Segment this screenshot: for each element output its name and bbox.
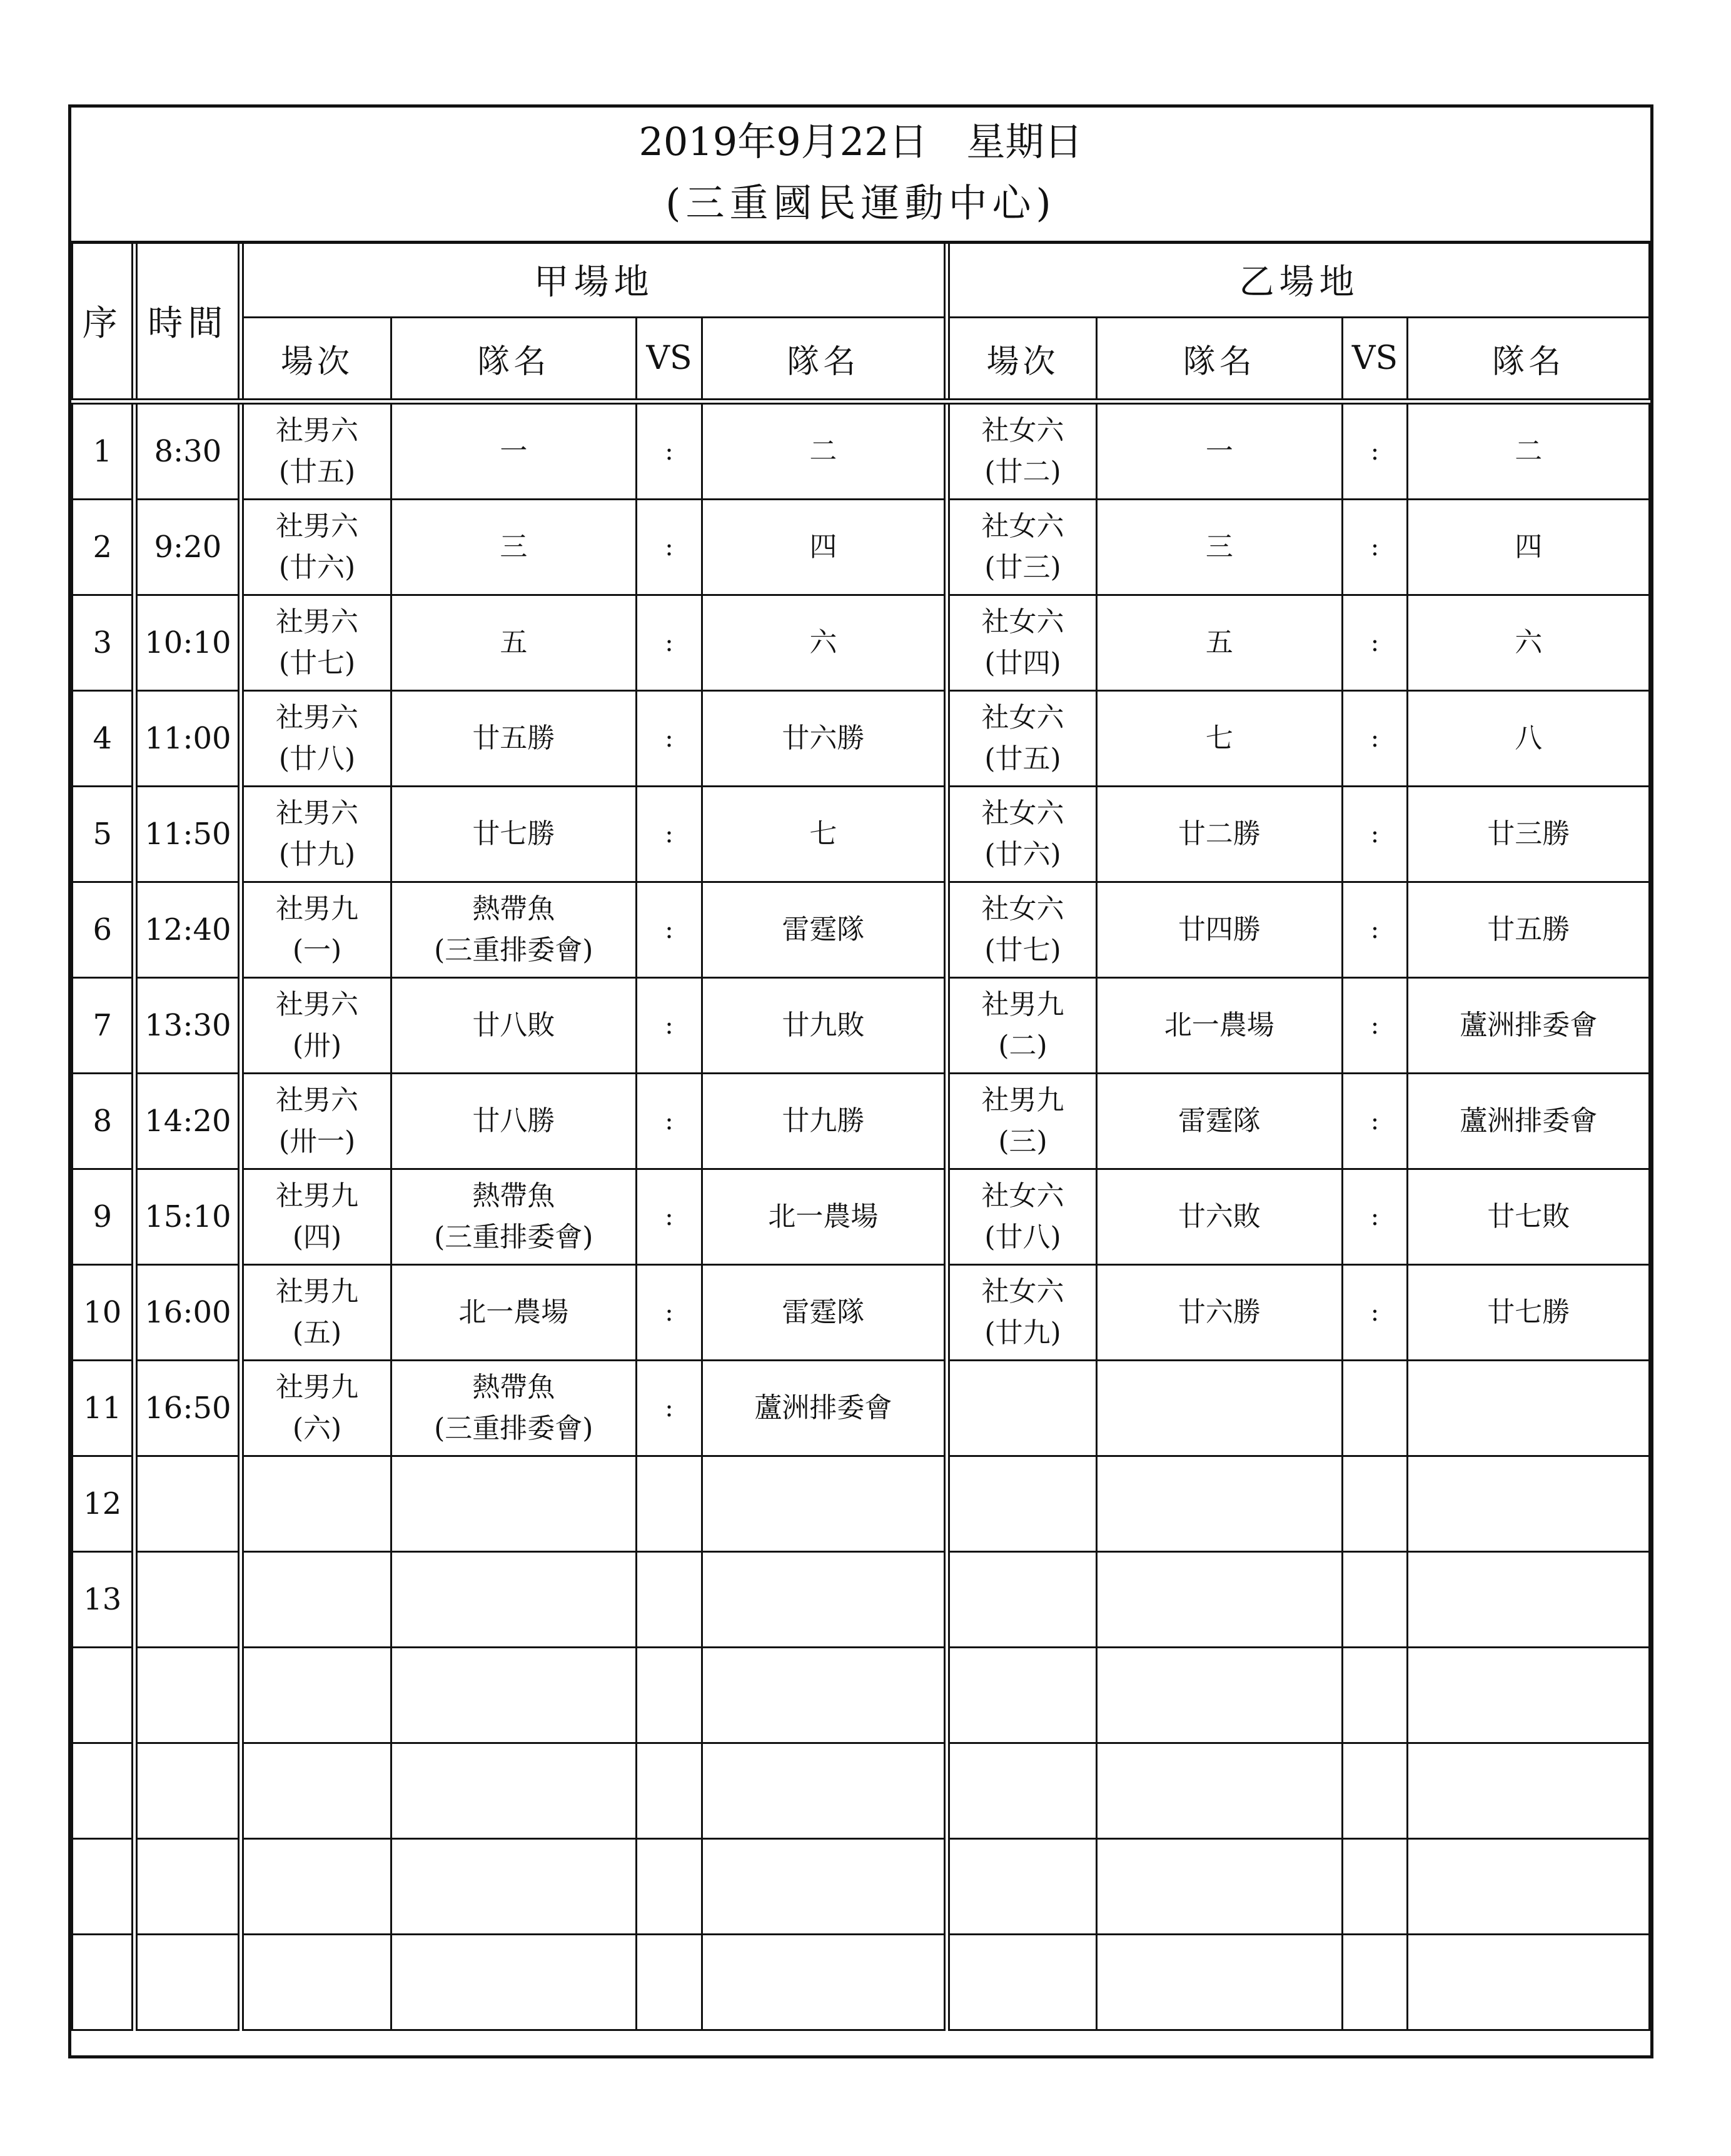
cell-b-sep: [1342, 1935, 1408, 2030]
cell-a-team2: 北一農場: [702, 1169, 946, 1265]
cell-b-match: 社男九 (三): [947, 1074, 1097, 1169]
cell-b-sep: [1342, 1552, 1408, 1648]
cell-a-team2: 六: [702, 595, 946, 691]
cell-b-team2: 六: [1408, 595, 1650, 691]
header-time: 時間: [134, 242, 241, 402]
table-row: [73, 1265, 1650, 1361]
header-b-team1: 隊名: [1097, 318, 1342, 402]
cell-b-match: 社女六 (廿七): [947, 882, 1097, 978]
schedule-sheet: [68, 104, 1653, 2058]
cell-a-match: 社男九 (六): [241, 1361, 391, 1456]
cell-b-sep: :: [1342, 500, 1408, 595]
cell-a-team2: [702, 1743, 946, 1839]
cell-b-team2: [1408, 1648, 1650, 1743]
cell-b-match: 社女六 (廿四): [947, 595, 1097, 691]
cell-b-team1: 一: [1097, 401, 1342, 500]
cell-a-match: 社男六 (廿七): [241, 595, 391, 691]
cell-a-match: 社男九 (五): [241, 1265, 391, 1361]
cell-b-sep: :: [1342, 882, 1408, 978]
cell-a-match: 社男六 (廿五): [241, 401, 391, 500]
cell-seq: [73, 1648, 135, 1743]
table-row: [73, 882, 1650, 978]
cell-a-team1: 廿七勝: [391, 787, 636, 882]
cell-b-team1: 七: [1097, 691, 1342, 787]
table-row: [73, 1074, 1650, 1169]
header-a-team1: 隊名: [391, 318, 636, 402]
header-seq: 序: [73, 242, 135, 402]
table-row: [73, 1552, 1650, 1648]
cell-b-team2: 蘆洲排委會: [1408, 978, 1650, 1074]
header-a-team2: 隊名: [702, 318, 946, 402]
cell-a-team2: 七: [702, 787, 946, 882]
cell-a-team2: [702, 1839, 946, 1935]
cell-seq: 1: [73, 401, 135, 500]
cell-b-team1: 三: [1097, 500, 1342, 595]
cell-a-sep: [637, 1839, 702, 1935]
cell-a-match: [241, 1935, 391, 2030]
cell-a-team1: [391, 1552, 636, 1648]
cell-a-match: 社男六 (卅一): [241, 1074, 391, 1169]
cell-a-sep: :: [637, 1169, 702, 1265]
cell-b-team2: 廿五勝: [1408, 882, 1650, 978]
cell-b-team2: [1408, 1456, 1650, 1552]
table-row: [73, 1935, 1650, 2030]
cell-b-team1: 廿四勝: [1097, 882, 1342, 978]
cell-seq: 8: [73, 1074, 135, 1169]
cell-b-team2: 四: [1408, 500, 1650, 595]
cell-a-sep: :: [637, 882, 702, 978]
cell-a-match: 社男九 (一): [241, 882, 391, 978]
cell-time: 12:40: [134, 882, 241, 978]
cell-b-match: [947, 1839, 1097, 1935]
cell-b-match: [947, 1456, 1097, 1552]
cell-b-team2: 廿三勝: [1408, 787, 1650, 882]
cell-b-team1: [1097, 1456, 1342, 1552]
cell-a-match: [241, 1839, 391, 1935]
cell-b-sep: [1342, 1743, 1408, 1839]
cell-b-sep: :: [1342, 978, 1408, 1074]
cell-b-team1: 北一農場: [1097, 978, 1342, 1074]
title-venue: (三重國民運動中心): [665, 180, 1056, 226]
table-row: [73, 787, 1650, 882]
cell-b-team2: [1408, 1552, 1650, 1648]
cell-a-match: 社男九 (四): [241, 1169, 391, 1265]
cell-a-sep: :: [637, 1361, 702, 1456]
table-row: [73, 978, 1650, 1074]
cell-a-team1: 五: [391, 595, 636, 691]
cell-a-team1: [391, 1935, 636, 2030]
table-row: [73, 595, 1650, 691]
cell-b-team1: 廿二勝: [1097, 787, 1342, 882]
cell-time: 10:10: [134, 595, 241, 691]
cell-a-team2: [702, 1456, 946, 1552]
cell-seq: 12: [73, 1456, 135, 1552]
cell-b-team2: 二: [1408, 401, 1650, 500]
cell-time: 15:10: [134, 1169, 241, 1265]
header-a-vs: VS: [637, 318, 702, 402]
header-court-a: 甲場地: [241, 242, 947, 318]
cell-seq: 6: [73, 882, 135, 978]
table-row: [73, 1839, 1650, 1935]
cell-time: 11:00: [134, 691, 241, 787]
cell-b-match: 社女六 (廿六): [947, 787, 1097, 882]
cell-a-sep: :: [637, 691, 702, 787]
cell-a-team2: 廿九敗: [702, 978, 946, 1074]
cell-time: [134, 1456, 241, 1552]
cell-b-team1: [1097, 1552, 1342, 1648]
cell-b-sep: :: [1342, 1169, 1408, 1265]
table-row: [73, 1648, 1650, 1743]
cell-seq: 13: [73, 1552, 135, 1648]
cell-seq: [73, 1935, 135, 2030]
cell-a-team1: 熱帶魚 (三重排委會): [391, 882, 636, 978]
cell-a-team2: [702, 1552, 946, 1648]
cell-a-sep: [637, 1743, 702, 1839]
title-date: 2019年9月22日 星期日: [638, 119, 1083, 164]
cell-a-sep: [637, 1552, 702, 1648]
cell-a-sep: :: [637, 787, 702, 882]
cell-time: [134, 1648, 241, 1743]
cell-b-team1: 廿六敗: [1097, 1169, 1342, 1265]
cell-b-sep: [1342, 1648, 1408, 1743]
cell-b-sep: :: [1342, 1265, 1408, 1361]
cell-seq: 5: [73, 787, 135, 882]
cell-a-match: 社男六 (廿六): [241, 500, 391, 595]
cell-a-team2: [702, 1648, 946, 1743]
cell-seq: 3: [73, 595, 135, 691]
cell-b-team1: 雷霆隊: [1097, 1074, 1342, 1169]
cell-a-team1: [391, 1648, 636, 1743]
cell-a-team1: 北一農場: [391, 1265, 636, 1361]
cell-a-sep: :: [637, 500, 702, 595]
cell-b-team2: 廿七勝: [1408, 1265, 1650, 1361]
cell-a-team2: 廿六勝: [702, 691, 946, 787]
cell-b-sep: :: [1342, 1074, 1408, 1169]
cell-b-match: 社女六 (廿九): [947, 1265, 1097, 1361]
cell-seq: 4: [73, 691, 135, 787]
table-row: [73, 1169, 1650, 1265]
cell-seq: 7: [73, 978, 135, 1074]
table-row: [73, 1361, 1650, 1456]
cell-seq: [73, 1839, 135, 1935]
cell-time: 9:20: [134, 500, 241, 595]
cell-b-sep: :: [1342, 595, 1408, 691]
cell-b-team2: [1408, 1839, 1650, 1935]
cell-seq: 9: [73, 1169, 135, 1265]
cell-a-team1: 廿五勝: [391, 691, 636, 787]
cell-b-team2: 廿七敗: [1408, 1169, 1650, 1265]
cell-a-team2: 廿九勝: [702, 1074, 946, 1169]
cell-b-match: [947, 1361, 1097, 1456]
cell-b-match: 社女六 (廿五): [947, 691, 1097, 787]
cell-a-match: 社男六 (卅): [241, 978, 391, 1074]
cell-a-sep: :: [637, 401, 702, 500]
cell-b-match: 社女六 (廿二): [947, 401, 1097, 500]
header-b-vs: VS: [1342, 318, 1408, 402]
cell-time: 11:50: [134, 787, 241, 882]
cell-a-sep: :: [637, 1074, 702, 1169]
cell-a-team1: [391, 1839, 636, 1935]
cell-time: 13:30: [134, 978, 241, 1074]
cell-a-team2: 蘆洲排委會: [702, 1361, 946, 1456]
cell-b-team1: [1097, 1935, 1342, 2030]
cell-b-team1: [1097, 1743, 1342, 1839]
cell-a-match: [241, 1743, 391, 1839]
cell-a-match: [241, 1552, 391, 1648]
cell-a-team2: 四: [702, 500, 946, 595]
cell-b-team1: [1097, 1648, 1342, 1743]
header-a-match: 場次: [241, 318, 391, 402]
cell-a-team2: 雷霆隊: [702, 1265, 946, 1361]
cell-a-team2: 雷霆隊: [702, 882, 946, 978]
cell-a-sep: :: [637, 978, 702, 1074]
table-row: [73, 691, 1650, 787]
cell-a-match: [241, 1648, 391, 1743]
cell-time: 16:50: [134, 1361, 241, 1456]
cell-b-team1: 廿六勝: [1097, 1265, 1342, 1361]
cell-time: [134, 1552, 241, 1648]
cell-a-match: [241, 1456, 391, 1552]
cell-b-sep: :: [1342, 787, 1408, 882]
cell-a-team1: [391, 1743, 636, 1839]
table-row: [73, 1456, 1650, 1552]
cell-b-match: 社女六 (廿三): [947, 500, 1097, 595]
cell-a-team1: 一: [391, 401, 636, 500]
cell-a-team1: 熱帶魚 (三重排委會): [391, 1169, 636, 1265]
cell-seq: 2: [73, 500, 135, 595]
schedule-table: [71, 241, 1650, 2031]
header-b-team2: 隊名: [1408, 318, 1650, 402]
cell-a-sep: [637, 1935, 702, 2030]
table-row: [73, 500, 1650, 595]
cell-a-sep: :: [637, 595, 702, 691]
cell-b-match: [947, 1743, 1097, 1839]
cell-time: 16:00: [134, 1265, 241, 1361]
cell-b-match: 社男九 (二): [947, 978, 1097, 1074]
cell-b-match: [947, 1935, 1097, 2030]
cell-a-team1: 廿八敗: [391, 978, 636, 1074]
cell-a-match: 社男六 (廿八): [241, 691, 391, 787]
cell-b-sep: :: [1342, 401, 1408, 500]
cell-a-sep: [637, 1456, 702, 1552]
header-court-b: 乙場地: [947, 242, 1650, 318]
cell-b-sep: [1342, 1361, 1408, 1456]
cell-b-team2: [1408, 1361, 1650, 1456]
cell-a-team1: 三: [391, 500, 636, 595]
cell-a-sep: [637, 1648, 702, 1743]
cell-a-team2: [702, 1935, 946, 2030]
cell-b-team1: [1097, 1361, 1342, 1456]
cell-a-team2: 二: [702, 401, 946, 500]
schedule-rows: [73, 401, 1650, 2030]
header-b-match: 場次: [947, 318, 1097, 402]
cell-b-team1: 五: [1097, 595, 1342, 691]
cell-b-sep: :: [1342, 691, 1408, 787]
cell-b-match: [947, 1552, 1097, 1648]
cell-b-team2: 八: [1408, 691, 1650, 787]
cell-seq: [73, 1743, 135, 1839]
cell-a-sep: :: [637, 1265, 702, 1361]
cell-time: 14:20: [134, 1074, 241, 1169]
cell-b-sep: [1342, 1456, 1408, 1552]
cell-b-sep: [1342, 1839, 1408, 1935]
cell-time: [134, 1839, 241, 1935]
table-row: [73, 1743, 1650, 1839]
cell-time: [134, 1743, 241, 1839]
cell-b-team2: 蘆洲排委會: [1408, 1074, 1650, 1169]
title-band: [71, 108, 1650, 244]
cell-b-match: 社女六 (廿八): [947, 1169, 1097, 1265]
cell-seq: 10: [73, 1265, 135, 1361]
cell-a-team1: [391, 1456, 636, 1552]
cell-b-team1: [1097, 1839, 1342, 1935]
cell-a-match: 社男六 (廿九): [241, 787, 391, 882]
cell-b-team2: [1408, 1935, 1650, 2030]
cell-a-team1: 熱帶魚 (三重排委會): [391, 1361, 636, 1456]
cell-seq: 11: [73, 1361, 135, 1456]
cell-time: 8:30: [134, 401, 241, 500]
cell-b-team2: [1408, 1743, 1650, 1839]
cell-a-team1: 廿八勝: [391, 1074, 636, 1169]
cell-time: [134, 1935, 241, 2030]
cell-b-match: [947, 1648, 1097, 1743]
table-row: [73, 401, 1650, 500]
